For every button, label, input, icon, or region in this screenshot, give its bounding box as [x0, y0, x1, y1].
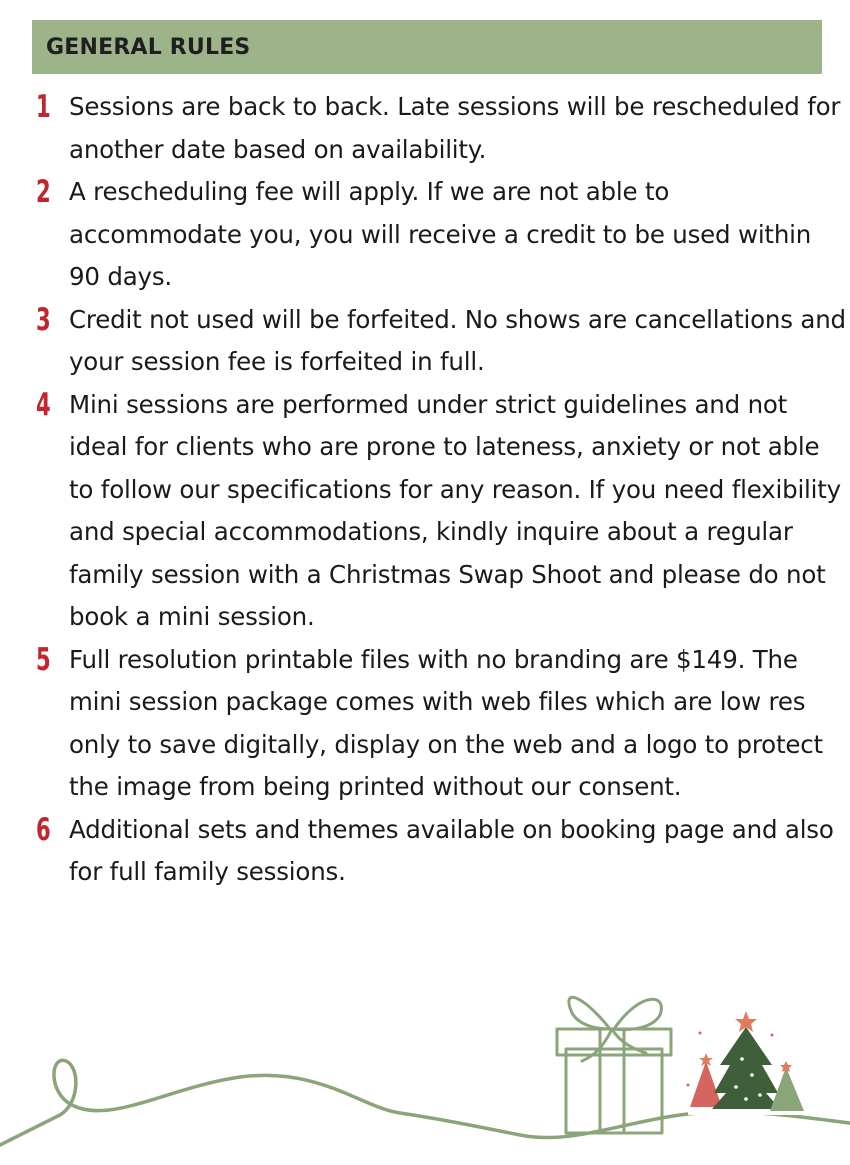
holiday-decoration: [0, 975, 850, 1165]
rule-text: A rescheduling fee will apply. If we are not able to accommodate you, you will receive a credit to be used within 90 days.: [69, 177, 812, 291]
section-header: [32, 20, 822, 74]
rule-number: 6: [36, 811, 51, 848]
rule-number: 2: [36, 174, 51, 210]
rule-item-5: [36, 639, 848, 809]
section-title: GENERAL RULES: [46, 34, 251, 60]
rules-list: [36, 86, 848, 894]
rule-number: 5: [36, 641, 51, 678]
rule-text: Credit not used will be forfeited. No shows are cancellations and your session fee is forfeited in full.: [69, 304, 846, 376]
rule-item-6: [36, 809, 848, 894]
gift-box-outline-icon: [557, 997, 671, 1133]
rule-item-4: [36, 384, 848, 639]
rule-text: Sessions are back to back. Late sessions will be rescheduled for another date based on availability.: [69, 92, 841, 164]
rule-number: 1: [36, 89, 51, 125]
rule-text: Additional sets and themes available on booking page and also for full family sessions.: [69, 814, 834, 886]
rule-text: Mini sessions are performed under strict guidelines and not ideal for clients who are prone to lateness, anxiety or not able to follow our specifications for any reason. If you need flexibility and special accommodations, kindly inquire about a regular family session with a Christmas Swap Shoot and please do not book a mini session.: [69, 389, 841, 631]
rule-number: 3: [36, 301, 51, 338]
rule-number: 4: [36, 386, 51, 423]
rule-item-3: [36, 299, 848, 384]
rule-item-2: [36, 171, 848, 299]
christmas-trees-icon: [687, 1011, 805, 1111]
rule-text: Full resolution printable files with no branding are $149. The mini session package comes with web files which are low res only to save digitally, display on the web and a logo to protect the image from being printed without our consent.: [69, 644, 823, 801]
rule-item-1: [36, 86, 848, 171]
